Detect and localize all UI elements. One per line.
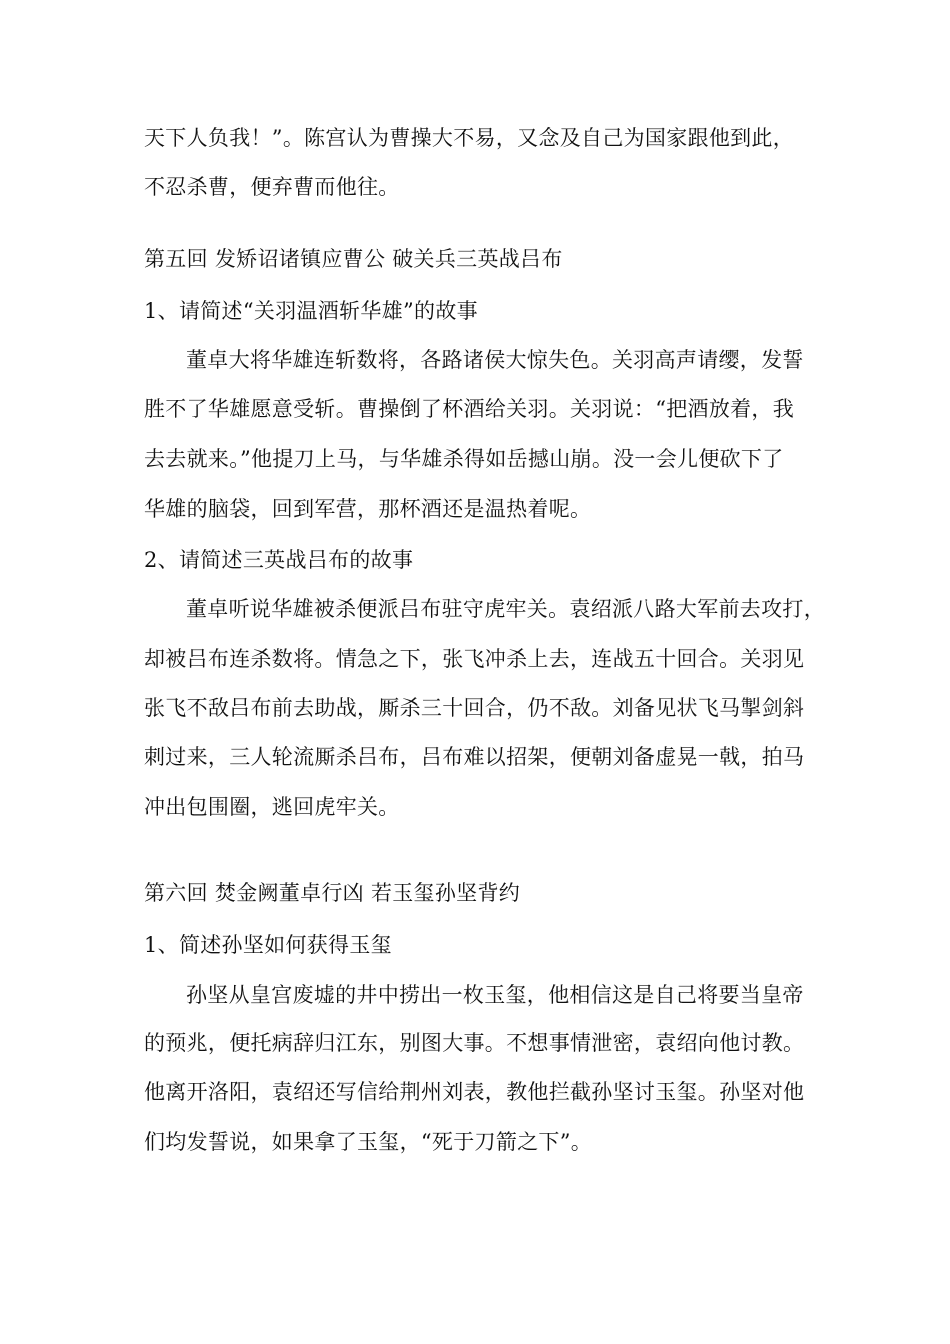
- text-line: 张飞不敌吕布前去助战，厮杀三十回合，仍不敌。刘备见状飞马掣剑斜: [144, 696, 805, 720]
- text-line: 华雄的脑袋，回到军营，那杯酒还是温热着呢。: [144, 497, 592, 521]
- question-heading: 1、简述孙坚如何获得玉玺: [144, 933, 392, 957]
- question-heading: 1、请简述“关羽温酒斩华雄”的故事: [144, 299, 478, 323]
- text-line: 冲出包围圈，逃回虎牢关。: [144, 795, 400, 819]
- text-line: 刺过来，三人轮流厮杀吕布，吕布难以招架，便朝刘备虚晃一戟，拍马: [144, 745, 805, 769]
- text-line: 他离开洛阳，袁绍还写信给荆州刘表，教他拦截孙坚讨玉玺。孙坚对他: [144, 1080, 805, 1104]
- text-line: 不忍杀曹，便弃曹而他往。: [144, 175, 400, 199]
- text-line: 的预兆，便托病辞归江东，别图大事。不想事情泄密，袁绍向他讨教。: [144, 1031, 805, 1055]
- chapter-heading: 第五回 发矫诏诸镇应曹公 破关兵三英战吕布: [144, 247, 563, 271]
- text-line: 胜不了华雄愿意受斩。曹操倒了杯酒给关羽。关羽说：“把酒放着，我: [144, 397, 795, 421]
- question-heading: 2、请简述三英战吕布的故事: [144, 548, 414, 572]
- text-line: 们均发誓说，如果拿了玉玺，“死于刀箭之下”。: [144, 1130, 593, 1154]
- text-line: 去去就来。”他提刀上马，与华雄杀得如岳撼山崩。没一会儿便砍下了: [144, 447, 784, 471]
- chapter-heading: 第六回 焚金阙董卓行凶 若玉玺孙坚背约: [144, 881, 521, 905]
- text-line: 董卓大将华雄连斩数将，各路诸侯大惊失色。关羽高声请缨，发誓: [186, 348, 804, 372]
- text-line: 孙坚从皇宫废墟的井中捞出一枚玉玺，他相信这是自己将要当皇帝: [186, 983, 804, 1007]
- text-line: 董卓听说华雄被杀便派吕布驻守虎牢关。袁绍派八路大军前去攻打，: [186, 597, 825, 621]
- text-line: 却被吕布连杀数将。情急之下，张飞冲杀上去，连战五十回合。关羽见: [144, 647, 805, 671]
- text-line: 天下人负我！”。陈宫认为曹操大不易，又念及自己为国家跟他到此，: [144, 126, 795, 150]
